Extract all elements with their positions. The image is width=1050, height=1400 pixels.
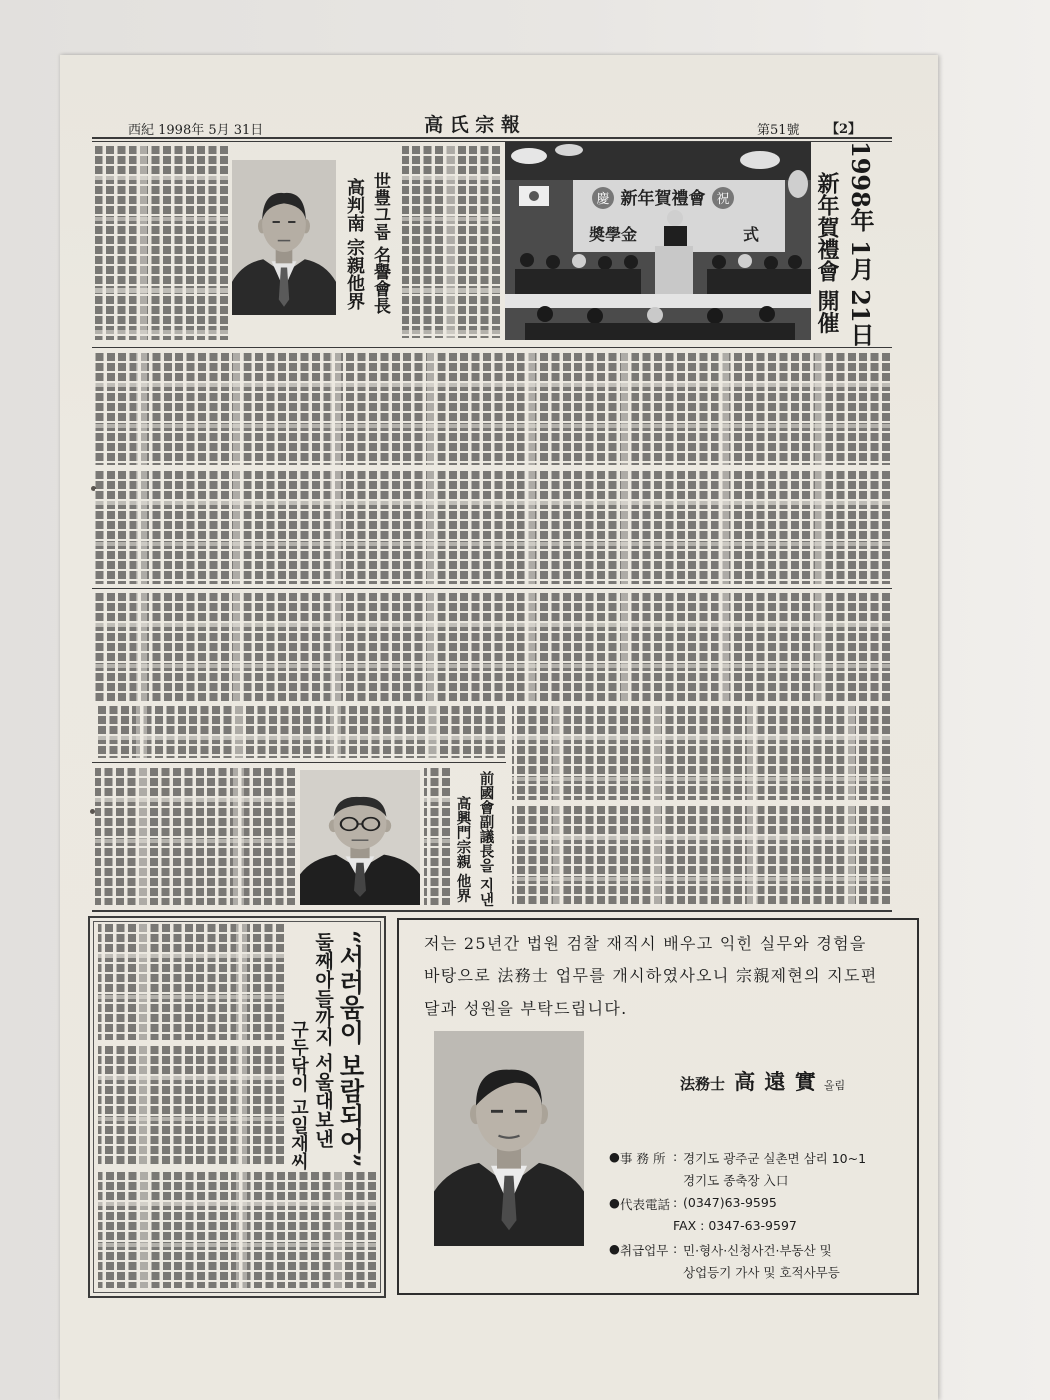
banner-title: 新年賀禮會 [620,189,706,209]
signature-title: 法務士 [680,1075,726,1093]
contact-value: 상업등기 가사 및 호적사무등 [683,1265,840,1280]
portrait-image [300,770,420,905]
obituary-2-kicker: 前國會副議長을 지낸 [477,771,495,907]
audience-member [624,255,638,269]
signature-name: 高 遠 實 [734,1069,817,1094]
section-rule [92,910,892,912]
portrait-photo [300,770,420,905]
audience-member [546,255,560,269]
body-text-block [95,471,890,584]
issue-number: 第51號 [757,123,800,138]
signature-closing: 올림 [823,1079,846,1092]
audience-member [712,255,726,269]
page-number: 【2】 [826,122,862,137]
body-text-block [95,706,505,758]
audience-bodies [707,269,811,295]
bullet-icon: ● [609,1241,620,1256]
body-text-block [95,353,890,465]
body-text-block [98,1172,376,1288]
contact-value: FAX : 0347-63-9597 [673,1218,797,1233]
ceremony-photo-image [505,142,811,340]
audience-member [537,306,553,322]
section-rule [92,762,506,763]
contact-services-row [609,1241,909,1259]
body-text-block [424,768,450,905]
banner-subtitle-left: 奬學金 [589,225,638,244]
audience-member [598,256,612,270]
podium [655,246,693,296]
law-office-advertisement [397,918,919,1295]
contact-office-row-2 [609,1171,909,1189]
contact-label: 事 務 所 [620,1151,666,1166]
speaker-head [667,210,683,226]
newspaper-title: 高 氏 宗 報 [424,114,520,136]
banner-left-mark-text: 慶 [596,192,610,207]
chandelier [555,144,583,156]
table-cloth [505,294,811,308]
audience-bodies [525,323,795,340]
body-text-block [95,593,890,701]
audience-member [707,308,723,324]
contact-label: 취급업무 [620,1243,669,1258]
banner-right-mark-text: 祝 [716,192,730,207]
feature-subhead-2: 구두닦이 고일재씨 [288,1020,309,1171]
chandelier [511,148,547,164]
audience-bodies [515,269,641,295]
ad-portrait-image [434,1031,584,1246]
body-text-block [95,768,295,905]
new-year-date-headline: 1998年 1月 21日 [846,141,875,347]
contact-value: 민·형사·신청사건·부동산 및 [683,1243,832,1258]
contact-office-row [609,1149,909,1167]
ad-message-line: 바탕으로 法務士 업무를 개시하였사오니 宗親제현의 지도편 [424,966,878,985]
obituary-2-headline: 高興門宗親 他界 [454,796,472,903]
feature-subhead-1: 둘째아들까지 서울대보낸 [312,932,334,1148]
new-year-headline: 新年賀禮會 開催 [814,172,840,334]
chandelier [788,170,808,198]
audience-member [572,254,586,268]
audience-member [788,255,802,269]
portrait-photo [232,160,336,315]
audience-member [647,307,663,323]
audience-member [738,254,752,268]
contact-value: (0347)63-9595 [683,1195,777,1210]
body-text-block [98,924,284,1040]
body-text-block [98,1046,284,1164]
contact-services-row-2 [609,1263,909,1281]
ad-message-line: 달과 성원을 부탁드립니다. [424,999,628,1018]
ad-portrait-photo [434,1031,584,1246]
section-rule [92,347,892,348]
feature-headline: “서러움이 보람되어” [336,930,365,1168]
ad-signature [680,1066,845,1096]
audience-member [587,308,603,324]
issue-date: 西紀 1998年 5月 31日 [128,123,264,138]
audience-member [764,256,778,270]
masthead-rule [92,137,892,139]
obituary-1-kicker: 世豊그룹 名譽會長 [370,172,390,314]
new-year-ceremony-photo [505,142,811,340]
contact-separator: : [673,1195,678,1210]
body-text-block [512,706,890,800]
body-text-block [402,146,500,338]
audience-member [759,306,775,322]
contact-separator: : [673,1241,678,1256]
contact-separator: : [673,1149,678,1164]
contact-value: 경기도 광주군 실촌면 삼리 10~1 [683,1151,867,1166]
bullet-icon: ● [609,1195,620,1210]
audience-member [520,253,534,267]
contact-label: 代表電話 [620,1197,671,1212]
section-rule [92,588,892,589]
banner-subtitle-right: 式 [743,225,760,244]
ad-message-line: 저는 25년간 법원 검찰 재직시 배우고 익힌 실무와 경험을 [424,934,867,953]
portrait-image [232,160,336,315]
body-text-block [512,806,890,905]
body-text-block [95,146,228,340]
flag-emblem [529,191,539,201]
contact-value: 경기도 종축장 入口 [683,1173,789,1188]
contact-fax-row [609,1218,909,1236]
chandelier [740,151,780,169]
bullet-icon: ● [609,1149,620,1164]
contact-phone-row [609,1195,909,1213]
obituary-1-headline: 高判南 宗親他界 [344,178,365,311]
